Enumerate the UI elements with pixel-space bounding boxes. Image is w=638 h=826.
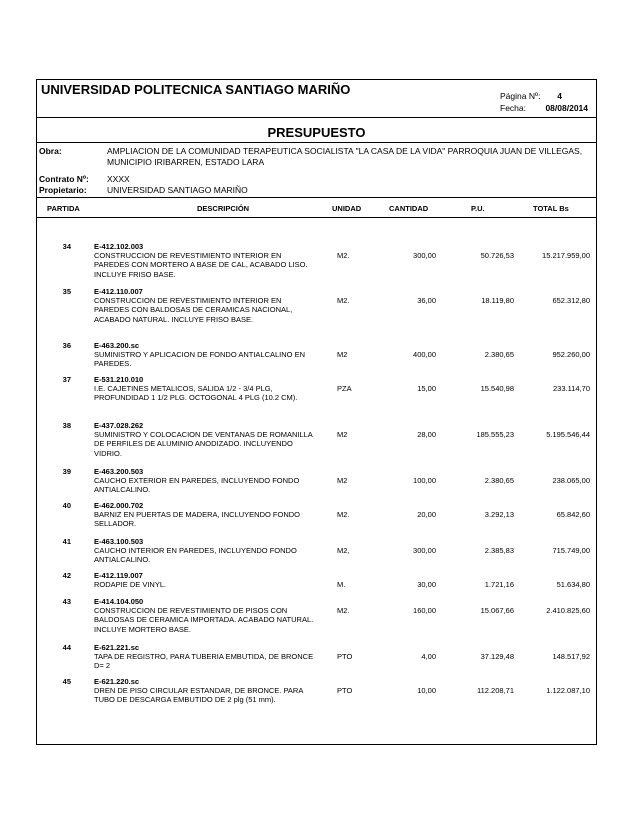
- item-quantity: 15,00: [417, 384, 436, 393]
- col-cantidad: CANTIDAD: [389, 204, 429, 213]
- item-total: 238.065,00: [552, 476, 590, 485]
- sheet-header: [37, 80, 596, 118]
- item-unit-price: 112.208,71: [477, 686, 514, 695]
- item-description: CONSTRUCCION DE REVESTIMIENTO DE PISOS CON BALDOSAS DE CERAMICA IMPORTADA. ACABADO NATURAL. INCLUYE MORTERO BASE.: [94, 606, 314, 634]
- item-unit: PTO: [337, 652, 353, 661]
- budget-sheet: [36, 79, 597, 745]
- item-quantity: 30,00: [417, 580, 436, 589]
- item-unit: M2: [337, 476, 348, 485]
- item-total: 65.842,60: [556, 510, 590, 519]
- partida-number: 44: [62, 643, 71, 652]
- item-quantity: 160,00: [413, 606, 436, 615]
- propietario-value: UNIVERSIDAD SANTIAGO MARIÑO: [107, 185, 248, 195]
- item-quantity: 300,00: [413, 251, 436, 260]
- item-code: E-463.200.sc: [94, 341, 140, 350]
- partida-number: 37: [62, 375, 71, 384]
- partida-number: 38: [62, 421, 71, 430]
- page-value: 4: [557, 91, 562, 101]
- item-description: DREN DE PISO CIRCULAR ESTANDAR, DE BRONCE. PARA TUBO DE DESCARGA EMBUTIDO DE 2 plg (51 mm).: [94, 686, 303, 705]
- item-code: E-463.100.503: [94, 537, 144, 546]
- item-unit: M2.: [337, 606, 350, 615]
- item-total: 51.634,80: [556, 580, 590, 589]
- item-unit: M2.: [337, 251, 350, 260]
- item-description: I.E. CAJETINES METALICOS, SALIDA 1/2 - 3/4 PLG, PROFUNDIDAD 1 1/2 PLG. OCTOGONAL 4 PLG (10.2 CM).: [94, 384, 298, 403]
- contrato-row: [37, 174, 596, 185]
- contrato-label: Contrato Nº:: [39, 174, 89, 184]
- project-info: [37, 146, 596, 198]
- item-code: E-412.119.007: [94, 571, 143, 580]
- partida-number: 36: [62, 341, 71, 350]
- item-description: CONSTRUCCION DE REVESTIMIENTO INTERIOR EN PAREDES CON BALDOSAS DE CERAMICAS NACIONAL, ACABADO NATURAL. INCLUYE FRISO BASE.: [94, 296, 293, 324]
- item-unit-price: 15.540,98: [480, 384, 514, 393]
- item-description: CAUCHO EXTERIOR EN PAREDES, INCLUYENDO FONDO ANTIALCALINO.: [94, 476, 300, 495]
- university-name: UNIVERSIDAD POLITECNICA SANTIAGO MARIÑO: [41, 82, 351, 97]
- item-code: E-412.102.003: [94, 242, 144, 251]
- partida-number: 34: [62, 242, 71, 251]
- item-quantity: 36,00: [417, 296, 436, 305]
- date: [500, 103, 588, 113]
- item-quantity: 28,00: [417, 430, 436, 439]
- item-unit: M2: [337, 430, 348, 439]
- item-unit-price: 2.385,83: [484, 546, 514, 555]
- col-partida: PARTIDA: [47, 204, 80, 213]
- item-code: E-621.221.sc: [94, 643, 140, 652]
- item-unit: M2,: [337, 546, 350, 555]
- item-unit-price: 18.119,80: [481, 296, 514, 305]
- date-label: Fecha:: [500, 103, 526, 113]
- item-code: E-463.200.503: [94, 467, 144, 476]
- item-total: 5.195.546,44: [546, 430, 590, 439]
- item-description: BARNIZ EN PUERTAS DE MADERA, INCLUYENDO FONDO SELLADOR.: [94, 510, 301, 529]
- item-total: 148.517,92: [552, 652, 590, 661]
- item-unit: M.: [337, 580, 346, 589]
- partida-number: 43: [62, 597, 71, 606]
- item-unit: PZA: [337, 384, 352, 393]
- item-unit: M2.: [337, 510, 350, 519]
- page-label: Página Nº:: [500, 91, 541, 101]
- partida-number: 35: [62, 287, 71, 296]
- document-title: PRESUPUESTO: [37, 118, 596, 143]
- item-total: 2.410.825,60: [546, 606, 590, 615]
- item-unit: M2.: [337, 296, 350, 305]
- item-description: SUMINISTRO Y APLICACION DE FONDO ANTIALCALINO EN PAREDES.: [94, 350, 306, 369]
- item-description: RODAPIE DE VINYL.: [94, 580, 167, 589]
- col-descripcion: DESCRIPCIÓN: [197, 204, 250, 213]
- item-total: 715.749,00: [552, 546, 590, 555]
- item-unit: M2: [337, 350, 348, 359]
- item-description: SUMINISTRO Y COLOCACION DE VENTANAS DE ROMANILLA DE PERFILES DE ALUMINIO ANODIZADO. INCLUYENDO VIDRIO.: [94, 430, 313, 458]
- contrato-value: XXXX: [107, 174, 130, 184]
- item-code: E-414.104.050: [94, 597, 144, 606]
- item-unit-price: 1.721,16: [484, 580, 514, 589]
- item-total: 952.260,00: [552, 350, 590, 359]
- item-unit-price: 185.555,23: [476, 430, 514, 439]
- date-value: 08/08/2014: [545, 103, 588, 113]
- item-code: E-412.110.007: [94, 287, 143, 296]
- item-unit-price: 3.292,13: [484, 510, 514, 519]
- item-description: CAUCHO INTERIOR EN PAREDES, INCLUYENDO FONDO ANTIALCALINO.: [94, 546, 297, 565]
- propietario-label: Propietario:: [39, 185, 87, 195]
- partida-number: 45: [62, 677, 71, 686]
- partida-number: 40: [62, 501, 71, 510]
- item-code: E-621.220.sc: [94, 677, 140, 686]
- partida-number: 42: [62, 571, 71, 580]
- item-quantity: 100,00: [413, 476, 436, 485]
- col-pu: P.U.: [471, 204, 485, 213]
- item-description: TAPA DE REGISTRO, PARA TUBERIA EMBUTIDA, DE BRONCE D= 2: [94, 652, 314, 671]
- table-header: [37, 198, 596, 218]
- col-total: TOTAL Bs: [533, 204, 569, 213]
- item-unit-price: 2.380,65: [484, 350, 514, 359]
- page-number: [500, 91, 588, 101]
- item-code: E-437.028.262: [94, 421, 144, 430]
- obra-label: Obra:: [39, 146, 62, 156]
- item-unit-price: 50.726,53: [480, 251, 514, 260]
- item-code: E-531.210.010: [94, 375, 144, 384]
- item-unit-price: 15.067,66: [480, 606, 514, 615]
- item-total: 652.312,80: [552, 296, 590, 305]
- item-total: 1.122.087,10: [546, 686, 590, 695]
- partida-number: 41: [62, 537, 71, 546]
- col-unidad: UNIDAD: [332, 204, 362, 213]
- item-quantity: 300,00: [413, 546, 436, 555]
- item-quantity: 4,00: [421, 652, 436, 661]
- item-total: 15.217.959,00: [542, 251, 590, 260]
- item-quantity: 400,00: [413, 350, 436, 359]
- item-unit: PTO: [337, 686, 353, 695]
- item-quantity: 10,00: [417, 686, 436, 695]
- item-code: E-462.000.702: [94, 501, 144, 510]
- item-quantity: 20,00: [417, 510, 436, 519]
- item-unit-price: 2.380,65: [484, 476, 514, 485]
- partida-number: 39: [62, 467, 71, 476]
- obra-row: [37, 146, 596, 168]
- item-unit-price: 37.129,48: [480, 652, 514, 661]
- item-description: CONSTRUCCION DE REVESTIMIENTO INTERIOR EN PAREDES CON MORTERO A BASE DE CAL, ACABADO LISO. INCLUYE FRISO BASE.: [94, 251, 308, 279]
- obra-value: AMPLIACION DE LA COMUNIDAD TERAPEUTICA SOCIALISTA "LA CASA DE LA VIDA" PARROQUIA JUAN DE VILLEGAS, MUNICIPIO IRIBARREN, ESTADO LARA: [107, 146, 583, 167]
- propietario-row: [37, 185, 596, 196]
- item-total: 233.114,70: [553, 384, 590, 393]
